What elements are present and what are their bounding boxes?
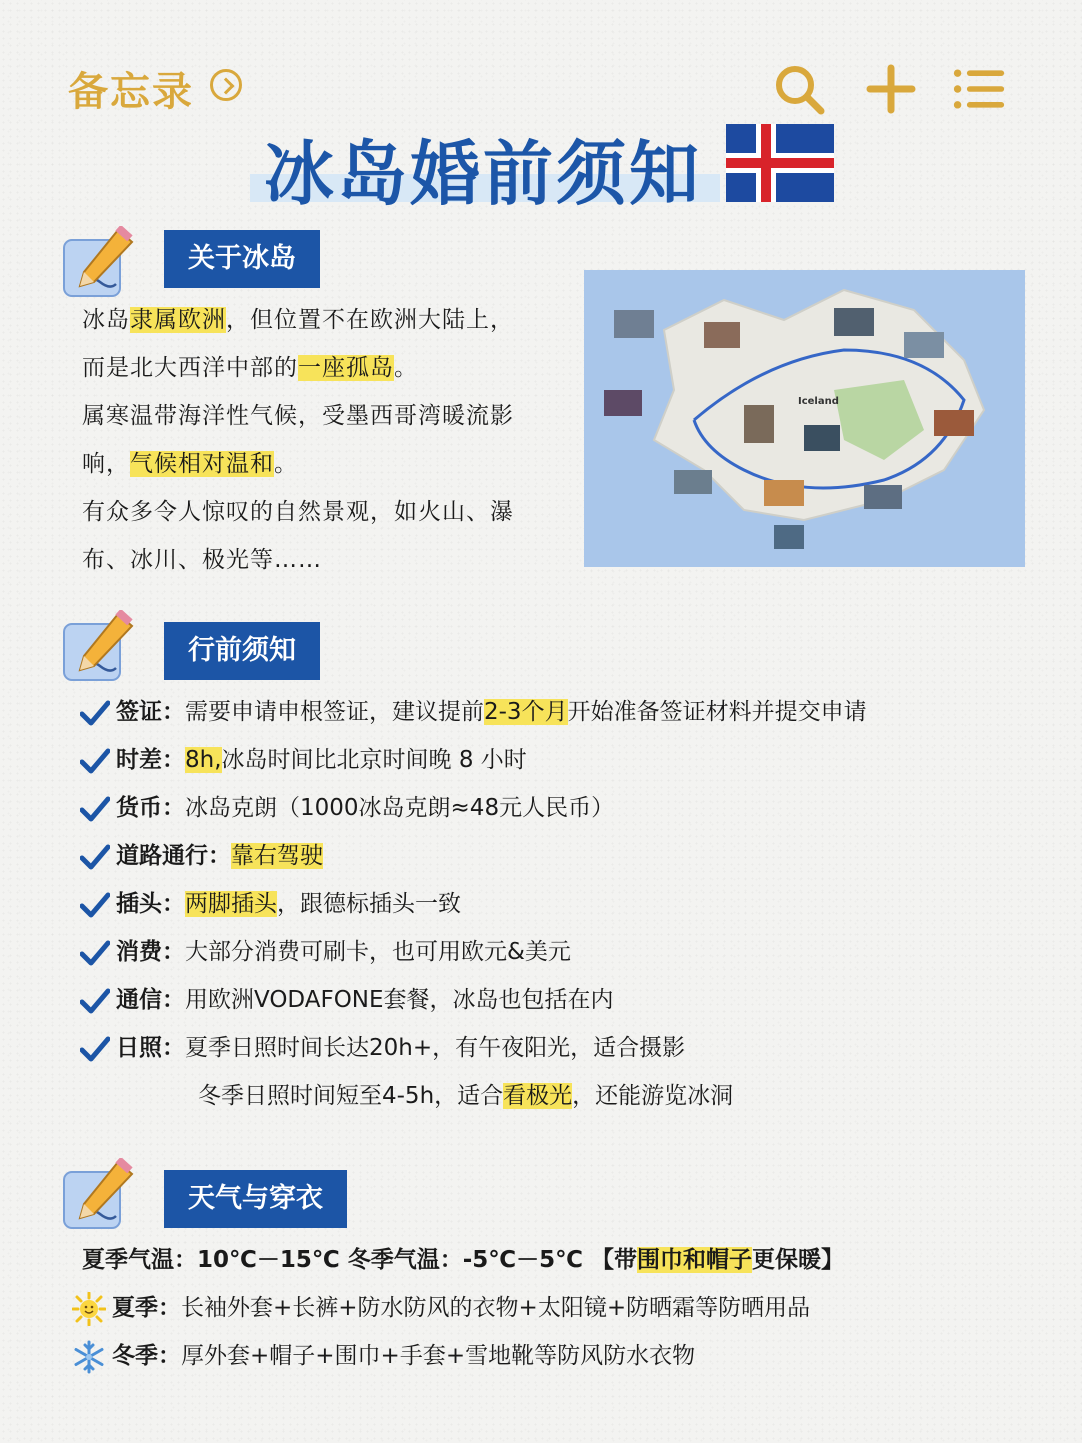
app-title[interactable]: 备忘录 (68, 69, 194, 115)
check-icon (80, 988, 110, 1014)
about-line-6: 布、冰川、极光等…… (82, 547, 322, 573)
list-item-summer: 夏季：长袖外套+长裤+防水防风的衣物+太阳镜+防晒霜等防晒用品 (72, 1284, 810, 1332)
list-item-plug: 插头：两脚插头，跟德标插头一致 (80, 880, 461, 928)
check-icon (80, 940, 110, 966)
about-line-3: 属寒温带海洋性气候，受墨西哥湾暖流影 (82, 403, 514, 429)
search-icon[interactable] (772, 62, 826, 116)
list-item-winter: 冬季：厚外套+帽子+围巾+手套+雪地靴等防风防水衣物 (72, 1332, 695, 1380)
page-title: 冰岛婚前须知 (264, 133, 702, 215)
check-icon (80, 796, 110, 822)
list-item-timezone: 时差：8h,冰岛时间比北京时间晚 8 小时 (80, 736, 527, 784)
list-item-sunlight: 日照：夏季日照时间长达20h+，有午夜阳光，适合摄影 (80, 1024, 685, 1072)
temperature-line: 夏季气温：10℃－15℃ 冬季气温：-5℃－5℃ 【带围巾和帽子更保暖】 (82, 1247, 844, 1273)
check-icon (80, 1036, 110, 1062)
list-item-currency: 货币：冰岛克朗（1000冰岛克朗≈48元人民币） (80, 784, 614, 832)
section-heading-before-trip: 行前须知 (164, 622, 320, 680)
section-heading-about: 关于冰岛 (164, 230, 320, 288)
check-icon (80, 844, 110, 870)
list-item-telecom: 通信：用欧洲VODAFONE套餐，冰岛也包括在内 (80, 976, 614, 1024)
title-block (250, 118, 720, 215)
pencil-note-icon (60, 226, 136, 302)
snowflake-icon (72, 1340, 106, 1374)
list-item-sunlight-winter: 冬季日照时间短至4-5h，适合看极光，还能游览冰洞 (198, 1083, 734, 1109)
plus-icon[interactable] (864, 62, 918, 116)
about-line-4: 响，气候相对温和。 (82, 451, 298, 477)
iceland-flag-icon (726, 124, 834, 202)
pencil-note-icon (60, 610, 136, 686)
chevron-right-icon[interactable] (210, 69, 242, 101)
about-line-2: 而是北大西洋中部的一座孤岛。 (82, 355, 418, 381)
list-icon[interactable] (952, 62, 1006, 116)
about-line-1: 冰岛隶属欧洲，但位置不在欧洲大陆上， (82, 307, 514, 333)
map-label: Iceland (798, 396, 839, 407)
list-item-road: 道路通行：靠右驾驶 (80, 832, 323, 880)
list-item-spending: 消费：大部分消费可刷卡，也可用欧元&美元 (80, 928, 571, 976)
about-line-5: 有众多令人惊叹的自然景观，如火山、瀑 (82, 499, 514, 525)
list-item-visa: 签证：需要申请申根签证，建议提前2-3个月开始准备签证材料并提交申请 (80, 688, 867, 736)
check-icon (80, 892, 110, 918)
check-icon (80, 700, 110, 726)
check-icon (80, 748, 110, 774)
iceland-map-image (584, 270, 1025, 567)
section-heading-weather: 天气与穿衣 (164, 1170, 347, 1228)
pencil-note-icon (60, 1158, 136, 1234)
sun-icon (72, 1292, 106, 1326)
